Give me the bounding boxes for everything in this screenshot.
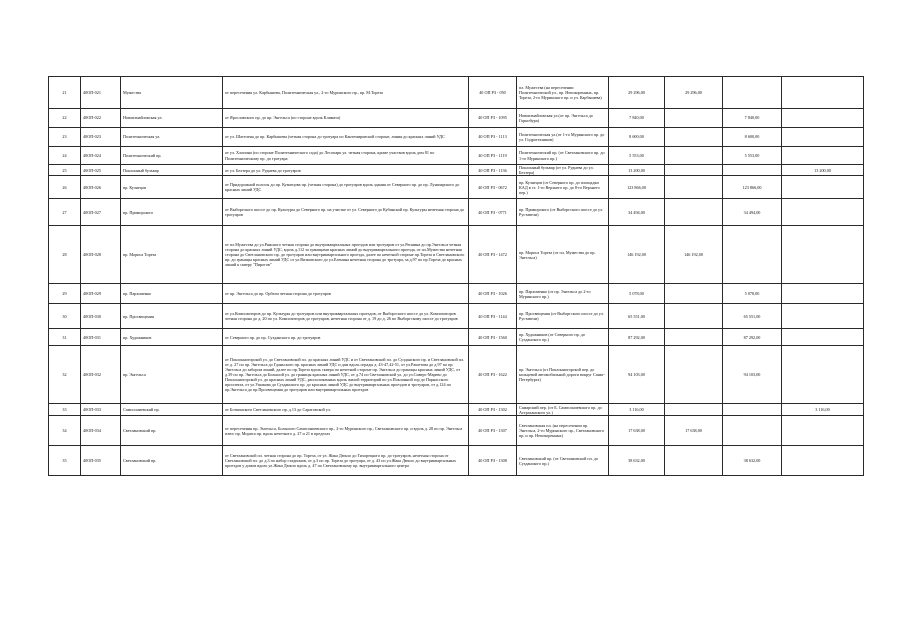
road-description: от пересечения пр. Энгельса, Большого Сампсониевского пр., 2-го Муринского пр., Светлановского пр. и вдоль д. 28 по пр. Энгельса плюс пр. Мориса пр. вдоль нечетного д. 27 и 21 в пределах [223,416,469,446]
road-description: от Боткинского Светлановского пр. д.13 до Саратовской ул. [223,404,469,416]
table-row [49,304,864,329]
area-category-3: 3 116,00 [782,404,864,416]
table-row [49,446,864,476]
total-area: 17 638,00 [609,416,665,446]
total-area: 65 551,00 [609,304,665,329]
total-area: 3 116,00 [609,404,665,416]
row-number: 27 [49,199,81,226]
area-category-3 [782,176,864,199]
road-description: от ул. Хлопина (по стороне Политехнического сада) до Лесопарк ул. четная сторона, кроме участков вдоль дом 81 по Политехническому пр. до тротуара [223,147,469,165]
table-row [49,416,864,446]
area-category-2: 7 840,00 [723,109,782,128]
area-category-3 [782,284,864,304]
road-section: пл. Мужества (на пересечении Политехнической ул., пр. Непокоренных, пр. Тореза, 2-го Муринского пр. и ул. Карбышева) [517,77,609,109]
row-number: 24 [49,147,81,165]
road-name: Поклонный бульвар [121,165,223,176]
table-row [49,77,864,109]
area-category-2: 8 600,00 [723,128,782,147]
area-category-1 [665,199,723,226]
road-name: пр. Приморского [121,199,223,226]
row-number: 35 [49,446,81,476]
table-row [49,176,864,199]
total-area: 38 632,00 [609,446,665,476]
road-name: пр. Просвещения [121,304,223,329]
table-row [49,165,864,176]
row-number: 32 [49,346,81,404]
area-category-1 [665,284,723,304]
row-number: 26 [49,176,81,199]
road-section: пр. Просвещения (от Выборгского шоссе до ул. Руставели) [517,304,609,329]
area-category-1 [665,109,723,128]
row-code: 40ОП-024 [81,147,121,165]
road-section: пр. Энгельса (от Поклонногорской пер. до кольцевой автомобильной дороги вокруг Санкт-Петербурга) [517,346,609,404]
road-registry-id: 40 ОП РЗ - 050 [469,77,517,109]
table-row [49,147,864,165]
table-row [49,284,864,304]
road-registry-id: 40 ОП РЗ - 1144 [469,304,517,329]
road-name: пр. Энгельса [121,346,223,404]
road-name: Новоизмайловская ул. [121,109,223,128]
road-registry-id: 40 ОП РЗ - 1113 [469,128,517,147]
road-registry-id: 40 ОП РЗ - 1308 [469,446,517,476]
total-area: 146 192,00 [609,226,665,284]
row-code: 40ОП-032 [81,346,121,404]
area-category-2: 123 866,00 [723,176,782,199]
total-area: 5 553,00 [609,147,665,165]
road-section: Новоизмайловская ул.(от пр. Энгельса до Горнобура) [517,109,609,128]
area-category-2: 65 551,00 [723,304,782,329]
area-category-3 [782,199,864,226]
area-category-3 [782,416,864,446]
road-registry-id: 40 ОП РЗ - 1307 [469,416,517,446]
road-name: Мужества [121,77,223,109]
road-description: от Выборгского шоссе до пр. Культуры до Северного пр. на участке от ул. Северного до Кубинской пр. Культуры нечетная сторона до тротуаров [223,199,469,226]
row-code: 40ОП-027 [81,199,121,226]
area-category-2: 34 494,00 [723,199,782,226]
road-name: Светлановский пр. [121,416,223,446]
row-number: 31 [49,329,81,346]
total-area: 94 103,00 [609,346,665,404]
row-code: 40ОП-030 [81,304,121,329]
row-number: 28 [49,226,81,284]
row-code: 40ОП-029 [81,284,121,304]
area-category-3 [782,329,864,346]
area-category-1 [665,346,723,404]
area-category-2: 38 632,00 [723,446,782,476]
total-area: 123 866,00 [609,176,665,199]
area-category-1: 146 192,00 [665,226,723,284]
road-name: Политехническая ул. [121,128,223,147]
roads-registry-table [48,76,864,476]
road-section: Самарский пер. (от Б. Сампсониевского пр. до Астраханского ул.) [517,404,609,416]
area-category-2 [723,165,782,176]
road-section: Светлановская пл. (на пересечении пр. Энгельса, 2-го Муринского пр., Светлановского пр. и пр. Непокоренных) [517,416,609,446]
road-section: пр. Мориса Тореза (от пл. Мужества до пр. Энгельса) [517,226,609,284]
road-section: пр. Приморского (от Выборгского шоссе до ул. Руставели) [517,199,609,226]
road-section: пр. Кузнецов (от Северного пр. до площадки КАД в ст. 1-го Верхнего пр. до 8-го Верхнего пер.) [517,176,609,199]
road-description: от Поклонногорской ул. до Светлановской пл. до красных линий УДС и от Светлановской пл. до Сузданского пр. и Светлановской пл. от д. 27 по пр. Энгельса до Гданьского пр. красных линий УДС и дам вдоль ограды д. 43-47,42-51, от ул.Рашетова до д.97 по пр. Энгельса до забором линий, далее по пр.Тореза вдоль сквера по нечетной стороне пр. Энгельса до границы красных линий УДС, от д.39 по пр. Энгельса до Большой ул. до границы красных линий УДС, от д.74 по Светлановской ул. до ул.Сиверс-Марево до Поклонногорской ул. до красных линий УДС, расположенных вдоль жилой территорий по ул.Поклонной гор до Парнасского проспекта, от ул.Ушакова до Сузданского пр. до красных линий УДС до внутриквартальных проездов и тротуаров, от д.124 по пр.Энгельса до пр.Просвещения до тротуаров или внутриквартальных проездов [223,346,469,404]
area-category-2 [723,416,782,446]
table-row [49,404,864,416]
row-number: 34 [49,416,81,446]
road-description: от пр. Энгельса до пр. Орбели четная сторона до тротуаров [223,284,469,304]
row-code: 40ОП-023 [81,128,121,147]
row-code: 40ОП-035 [81,446,121,476]
row-code: 40ОП-033 [81,404,121,416]
area-category-2: 87 292,00 [723,329,782,346]
road-name: пр. Пархоменко [121,284,223,304]
area-category-1 [665,404,723,416]
area-category-3 [782,346,864,404]
row-number: 25 [49,165,81,176]
road-name: Политехнический пр. [121,147,223,165]
table-row [49,128,864,147]
table-row [49,109,864,128]
road-section: Поклонный бульвар (от ул. Руднева до ул. Бехтера) [517,165,609,176]
road-registry-id: 40 ОП РЗ - 1095 [469,109,517,128]
row-number: 29 [49,284,81,304]
total-area: 8 600,00 [609,128,665,147]
row-code: 40ОП-022 [81,109,121,128]
table-row [49,199,864,226]
row-code: 40ОП-021 [81,77,121,109]
area-category-2: 94 103,00 [723,346,782,404]
road-description: от Светлановской пл. четная сторона до пр. Тореза, от ул. Жака Дюкло до Тихорецкого пр. до тротуаров, нечетная сторона от Светлановской пл. до д.3 по набор стадионов, от д.3 по пр. Тореза до тротуара, от д. 43 по ул.Жака Дюкло до внутриквартальных проездов у домов вдоль ул.Жака Дюкло вдоль д. 47 по Светлановскому пр. внутриквартального центра [223,446,469,476]
area-category-2: 5 553,00 [723,147,782,165]
area-category-1: 17 638,00 [665,416,723,446]
road-section: пр. Пархоменко (от пр. Энгельса до 2-го Муринского пр.) [517,284,609,304]
table-body [49,77,864,476]
road-section: Политехнический пр. (от Светлановского пр. до 1-го Муринского пр.) [517,147,609,165]
row-code: 40ОП-034 [81,416,121,446]
area-category-3 [782,128,864,147]
row-number: 33 [49,404,81,416]
road-description: от Северного пр. до пр. Сузданского пр. до тротуаров [223,329,469,346]
area-category-1 [665,304,723,329]
row-code: 40ОП-028 [81,226,121,284]
area-category-1 [665,128,723,147]
area-category-3 [782,304,864,329]
area-category-3 [782,226,864,284]
row-number: 21 [49,77,81,109]
road-name: пр. Кузнецов [121,176,223,199]
row-code: 40ОП-031 [81,329,121,346]
road-registry-id: 40 ОП РЗ - 1026 [469,284,517,304]
area-category-3 [782,109,864,128]
table-row [49,226,864,284]
road-description: от ул. Бехтера до ул. Руднева до тротуаров [223,165,469,176]
area-category-3 [782,77,864,109]
row-number: 23 [49,128,81,147]
row-number: 30 [49,304,81,329]
road-section: Светлановский пр. (от Светлановской пл. до Сузданского пр.) [517,446,609,476]
road-section: Политехническая ул.(от 1-го Муринского пр. до ул. Гидротехников) [517,128,609,147]
area-category-1 [665,446,723,476]
road-description: от Придорожной полосы до пр. Кузнецова пр. (четная сторона) до тротуаров вдоль здания от Северного пр. до пр. Луначарского до красных линий УДС [223,176,469,199]
road-description: от пл.Мужества до ул.Ряжского четная сторона до внутриквартальных проездов или тротуаров от ул.Репнина до пр.Энгельса четная сторона до красных линий УДС, вдоль д.112 за границами красных линий до внутриквартального проезда, от пл.Мужества нечетная сторона до Светлановского пр. до тротуаров или внутриквартального проезда, далее по нечетной стороне пр.Тореза и Светлановского пр. до границы красных линий УДС от ул.Витковского до ул.Еленина нечетная сторона до тротуара, за д.97 по пр.Тореза до красных линий к скверу "Пирогов" [223,226,469,284]
total-area: 87 292,00 [609,329,665,346]
table-row [49,329,864,346]
area-category-1 [665,147,723,165]
total-area: 13 200,00 [609,165,665,176]
area-category-1 [665,329,723,346]
road-name: пр. Художников [121,329,223,346]
area-category-3: 13 200,00 [782,165,864,176]
row-code: 40ОП-026 [81,176,121,199]
area-category-1 [665,165,723,176]
area-category-2: 5 078,00 [723,284,782,304]
row-code: 40ОП-025 [81,165,121,176]
total-area: 34 494,00 [609,199,665,226]
road-description: от ул.Композиторов до пр. Культуры до тротуаров или внутриквартальных проездов, от Выборгского шоссе до ул. Композиторов четная сторона до д. 20 по ул. Композиторов до тротуаров, нечетная сторона от д. 19 до д. 26 по Выборгскому шоссе до тротуаров [223,304,469,329]
total-area: 5 078,00 [609,284,665,304]
road-description: от ул. Шателена до пр. Карбышева (четная сторона до тротуара по Кантемировской стороне, линия до красных линий УДС [223,128,469,147]
road-name: Светлановский пр. [121,446,223,476]
area-category-3 [782,446,864,476]
area-category-2 [723,226,782,284]
road-registry-id: 40 ОП РЗ - 1302 [469,404,517,416]
road-registry-id: 40 ОП РЗ - 0771 [469,199,517,226]
road-registry-id: 40 ОП РЗ - 1472 [469,226,517,284]
road-registry-id: 40 ОП РЗ - 1560 [469,329,517,346]
road-section: пр. Художников (от Северного пр. до Сузданского пр.) [517,329,609,346]
road-registry-id: 40 ОП РЗ - 1136 [469,165,517,176]
area-category-2 [723,404,782,416]
road-description: от пересечения ул. Карбышева, Политехническая ул., 2-го Муринского пр., пр. М.Тореза [223,77,469,109]
road-description: от Ярославского пр. до пр. Энгельса (по стороне вдоль Климата) [223,109,469,128]
road-name: Сампсониевский пр. [121,404,223,416]
road-registry-id: 40 ОП РЗ - 0672 [469,176,517,199]
total-area: 7 840,00 [609,109,665,128]
total-area: 29 296,00 [609,77,665,109]
road-registry-id: 40 ОП РЗ - 1622 [469,346,517,404]
area-category-1: 29 296,00 [665,77,723,109]
road-name: пр. Мориса Тореза [121,226,223,284]
area-category-1 [665,176,723,199]
row-number: 22 [49,109,81,128]
area-category-3 [782,147,864,165]
road-registry-id: 40 ОП РЗ - 1119 [469,147,517,165]
table-row [49,346,864,404]
area-category-2 [723,77,782,109]
